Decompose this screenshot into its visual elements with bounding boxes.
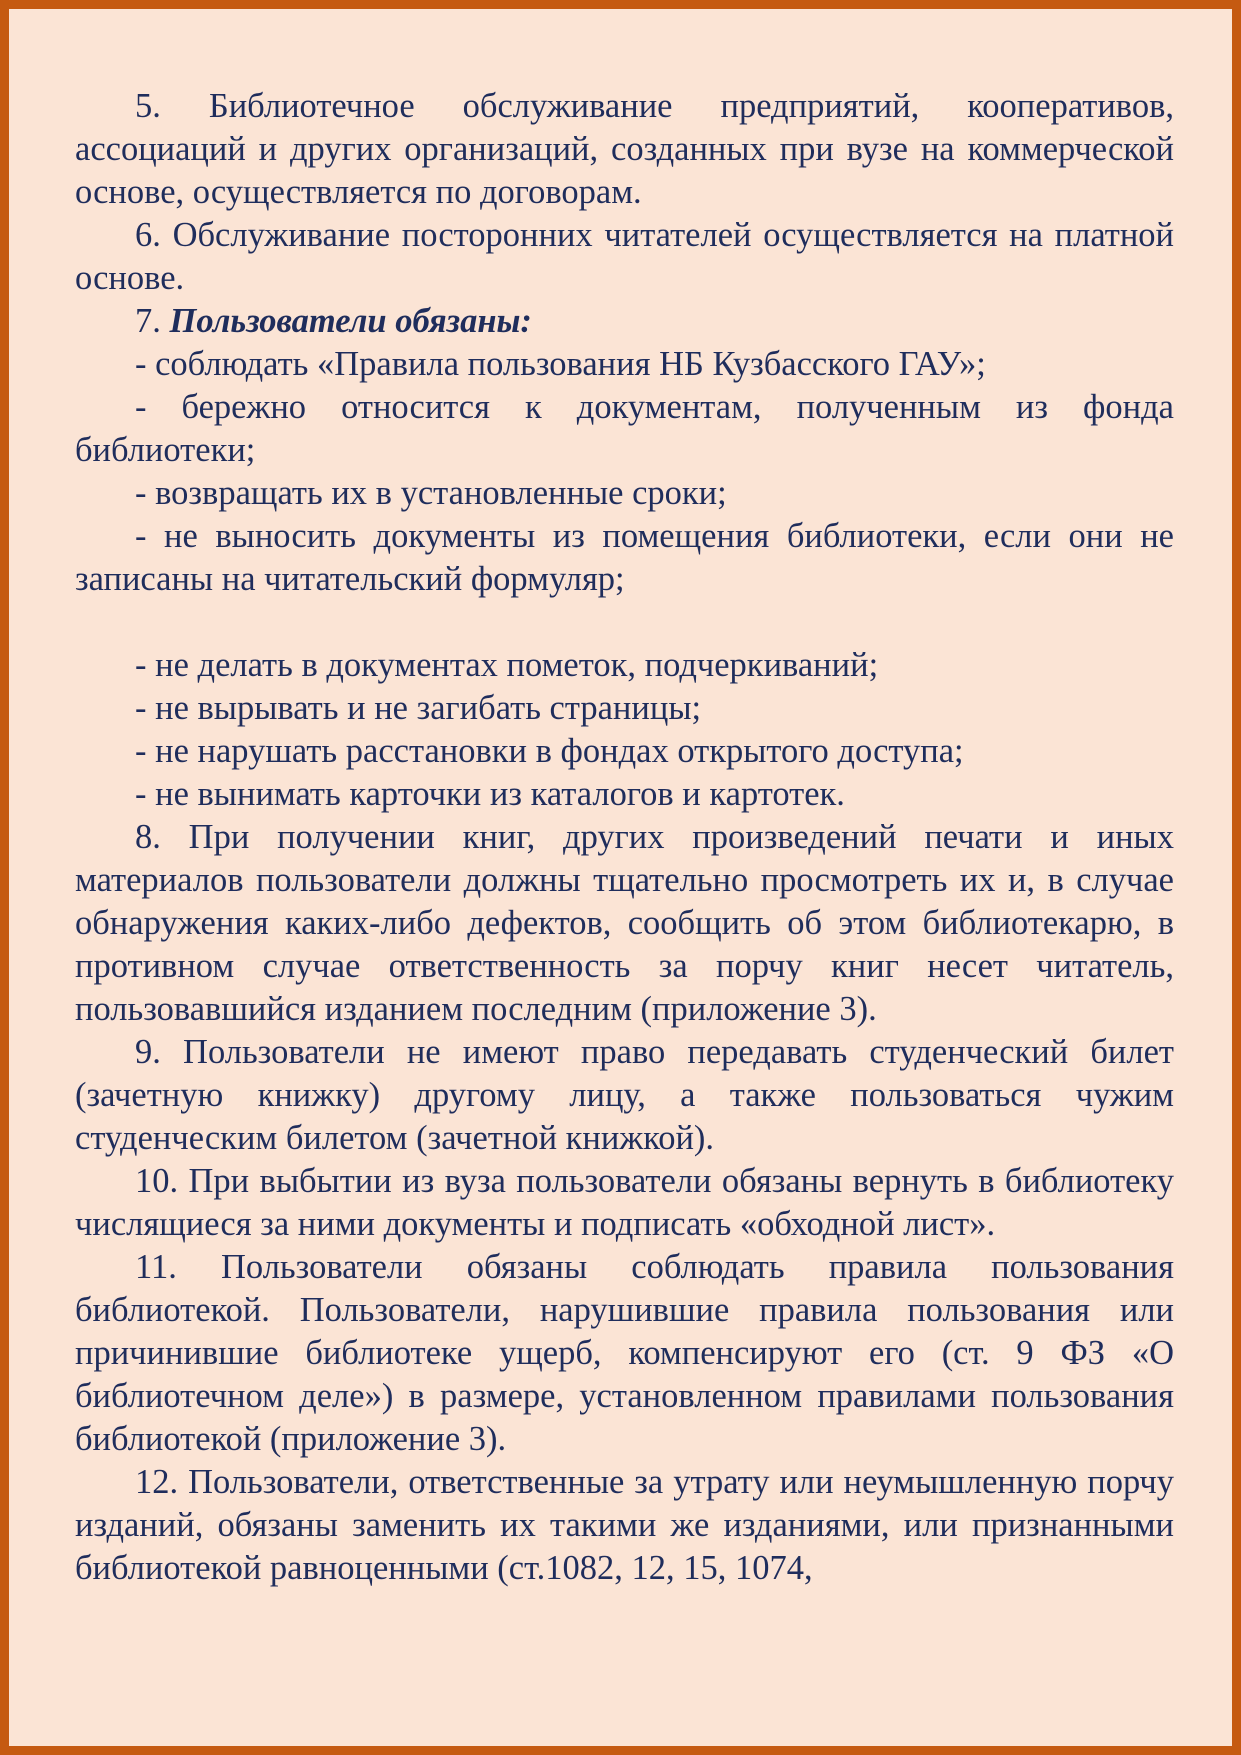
document-body (75, 85, 1174, 1590)
document-page (9, 9, 1232, 1746)
users-obliged-heading: Пользователи обязаны: (169, 302, 532, 340)
obligation-item: - не делать в документах пометок, подчеркиваний; (135, 646, 879, 684)
obligation-item: - не выносить документы из помещения библиотеки, если они не записаны на читательский формуляр; (75, 517, 1174, 598)
paragraph-6: 6. Обслуживание посторонних читателей осуществляется на платной основе. (75, 216, 1174, 297)
paragraph-7-heading (75, 300, 1174, 343)
obligation-item: - не нарушать расстановки в фондах открытого доступа; (135, 732, 964, 770)
paragraph-9: 9. Пользователи не имеют право передавать студенческий билет (зачетную книжку) другому лицу, а также пользоваться чужим студенческим билетом (зачетной книжкой). (75, 1033, 1174, 1157)
paragraph-8: 8. При получении книг, других произведений печати и иных материалов пользователи должны тщательно просмотреть их и, в случае обнаружения каких-либо дефектов, сообщить об этом библиотекарю, в противном случае ответственность за порчу книг несет читатель, пользовавшийся изданием последним (приложение 3). (75, 818, 1174, 1028)
blank-line (75, 601, 1174, 644)
paragraph-10: 10. При выбытии из вуза пользователи обязаны вернуть в библиотеку числящиеся за ними документы и подписать «обходной лист». (75, 1162, 1174, 1243)
obligation-item: - бережно относится к документам, полученным из фонда библиотеки; (75, 388, 1174, 469)
paragraph-11: 11. Пользователи обязаны соблюдать правила пользования библиотекой. Пользователи, нарушившие правила пользования или причинившие библиотеке ущерб, компенсируют его (ст. 9 ФЗ «О библиотечном деле») в размере, установленном правилами пользования библиотекой (приложение 3). (75, 1248, 1174, 1458)
obligation-item: - соблюдать «Правила пользования НБ Кузбасского ГАУ»; (135, 345, 986, 383)
obligation-item: - не вырывать и не загибать страницы; (135, 689, 702, 727)
obligation-item: - возвращать их в установленные сроки; (135, 474, 727, 512)
obligation-item: - не вынимать карточки из каталогов и картотек. (135, 775, 845, 813)
paragraph-5: 5. Библиотечное обслуживание предприятий, кооперативов, ассоциаций и других организаций, созданных при вузе на коммерческой основе, осуществляется по договорам. (75, 87, 1174, 211)
paragraph-7-number: 7. (135, 302, 170, 340)
paragraph-12: 12. Пользователи, ответственные за утрату или неумышленную порчу изданий, обязаны заменить их такими же изданиями, или признанными библиотекой равноценными (ст.1082, 12, 15, 1074, (75, 1463, 1174, 1587)
